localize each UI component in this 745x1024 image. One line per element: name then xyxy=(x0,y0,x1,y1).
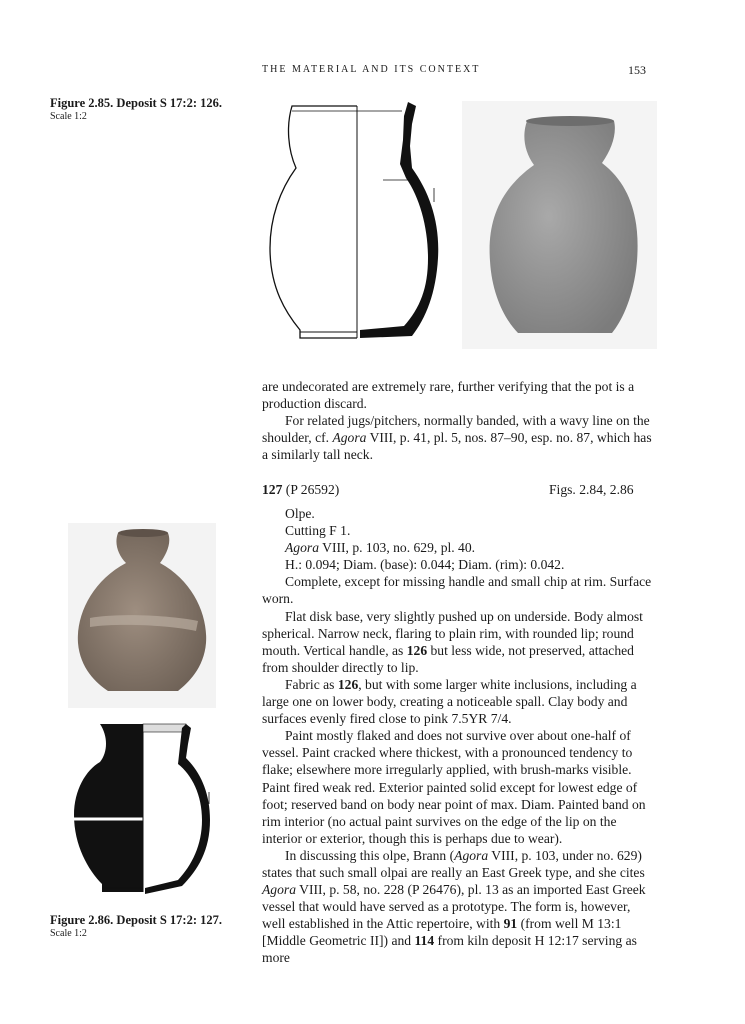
journal-ref: Agora xyxy=(262,882,296,898)
figure-title: Figure 2.85. Deposit S 17:2: 126. xyxy=(50,96,222,110)
entry-cutting: Cutting F 1. xyxy=(285,523,351,539)
entry-paint: Paint mostly flaked and does not survive over about one-half of vessel. Paint cracked where thickest, with a pronounced tendency to flake; elsewhere more irregularly applied, with brush-marks visible. Paint fired weak red. Exterior painted solid except for lowest edge of foot; reserved band on body near point of max. Diam. Painted band on rim interior (no actual paint survives on the edge of the lip on the interior or exterior, though this is perhaps due to wear). xyxy=(262,728,646,846)
olpe-photo xyxy=(68,523,216,708)
journal-ref: Agora xyxy=(332,430,367,446)
paragraph xyxy=(262,412,657,463)
catalogue-ref: 91 xyxy=(503,916,518,932)
text-run: For related jugs/pitchers, normally banded, with a wavy line on the shoulder, cf. xyxy=(262,413,650,446)
jug-photo-image xyxy=(462,101,657,349)
figure-scale: Scale 1:2 xyxy=(50,928,87,939)
text-run: VIII, p. 58, no. 228 (P 26476), pl. 13 as an imported East Greek vessel that would have served as a prototype. The form is, however, well established in the Attic repertoire, with xyxy=(262,882,646,932)
entry-fabric xyxy=(262,676,657,727)
text-run: VIII, p. 103, no. 629, pl. 40. xyxy=(318,540,476,556)
catalogue-ref: 126 xyxy=(337,676,359,692)
entry-reference xyxy=(262,539,657,556)
text-run: Flat disk base, very slightly pushed up on underside. Body almost spherical. Narrow neck, flaring to plain rim, with rounded lip; round mouth. Vertical handle, as xyxy=(262,608,643,658)
text-block-top xyxy=(262,378,657,463)
figure-2-85-caption xyxy=(50,96,222,122)
entry-number: 127 xyxy=(262,482,283,497)
text-run: In discussing this olpe, Brann ( xyxy=(285,847,455,863)
entry-description xyxy=(262,608,657,676)
jug-photo xyxy=(462,101,657,349)
olpe-silhouette-left xyxy=(74,724,143,892)
olpe-profile-section xyxy=(145,724,210,894)
jug-profile-drawing xyxy=(262,98,452,348)
entry-inventory: (P 26592) xyxy=(285,482,340,497)
entry-type: Olpe. xyxy=(285,506,315,521)
catalogue-ref: 114 xyxy=(414,933,435,949)
entry-discussion xyxy=(262,847,657,967)
text-run: VIII, p. 41, pl. 5, nos. 87–90, esp. no. 87, which has a similarly tall neck. xyxy=(262,430,652,463)
paragraph: are undecorated are extremely rare, further verifying that the pot is a production discard. xyxy=(262,379,635,412)
olpe-profile-drawing xyxy=(70,720,220,900)
catalogue-ref: 126 xyxy=(406,642,428,658)
jug-outline-left xyxy=(270,106,357,338)
entry-body xyxy=(262,505,657,967)
entry-heading xyxy=(262,482,339,498)
entry-figs: Figs. 2.84, 2.86 xyxy=(549,482,634,497)
olpe-photo-image xyxy=(68,523,216,708)
olpe-rim-hatch xyxy=(143,724,186,732)
figure-scale: Scale 1:2 xyxy=(50,111,87,122)
text-run: VIII, p. 103, under no. 629) states that such small olpai are really an East Greek type, and she cites xyxy=(262,847,645,880)
entry-condition: Complete, except for missing handle and small chip at rim. Surface worn. xyxy=(262,574,652,607)
text-run: , but with some larger white inclusions, including a large one on lower body, creating a noticeable spall. Clay body and surfaces evenly fired close to pink 7.5YR 7/4. xyxy=(262,676,637,727)
journal-ref: Agora xyxy=(285,540,319,556)
figure-title: Figure 2.86. Deposit S 17:2: 127. xyxy=(50,913,222,927)
text-run: from kiln deposit H 12:17 serving as more xyxy=(262,933,637,966)
text-run: but less wide, not preserved, attached from shoulder directly to lip. xyxy=(262,642,634,675)
entry-dimensions: H.: 0.094; Diam. (base): 0.044; Diam. (rim): 0.042. xyxy=(285,557,565,573)
text-run: Fabric as xyxy=(285,676,338,692)
text-run: (from well M 13:1 [Middle Geometric II]) and xyxy=(262,916,622,949)
jug-profile-section xyxy=(360,102,438,338)
figure-2-86-caption xyxy=(50,913,222,939)
journal-ref: Agora xyxy=(454,847,489,863)
page-number: 153 xyxy=(628,63,646,77)
running-head: THE MATERIAL AND ITS CONTEXT xyxy=(262,64,481,75)
